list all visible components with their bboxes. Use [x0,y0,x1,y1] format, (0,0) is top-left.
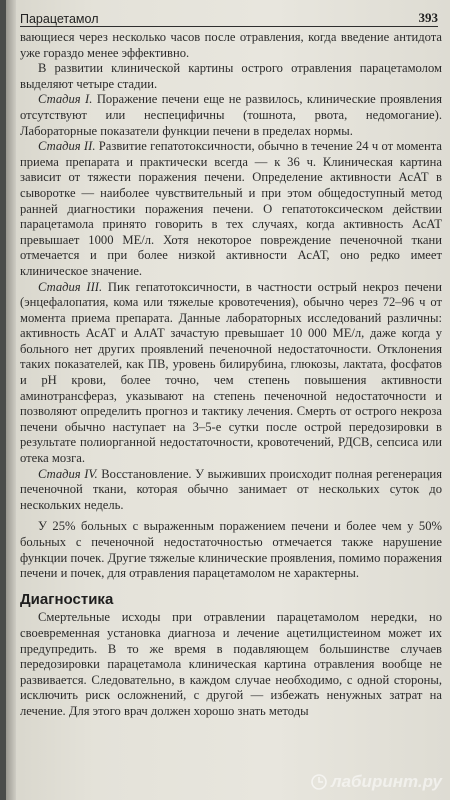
stage-3-text: Пик гепатотоксичности, в частности острый некроз печени (энцефалопатия, кома или тяжелые кровотечения), обычно через 72–96 ч от момента приема препарата. Данные лабораторных исследований различны: активность АсАТ и АлАТ зачастую превышает 10 000 МЕ/л, даже когда у больного нет других проявлений печеночной недостаточности. Отклонения таких показателей, как ПВ, уровень билирубина, глюкозы, лактата, фосфатов и pH крови, более точно, чем степень повышения активности аминотрансфераз, указывают на степень печеночной недостаточности и позволяют определить прогноз и тактику лечения. Смерть от острого некроза печени обычно наступает на 3–5-е сутки после острой передозировки в результате полиорганной недостаточности, кровотечений, РДСВ, сепсиса или отека мозга. [20,279,442,466]
watermark-text: лабиринт.ру [331,772,442,791]
stage-4-label: Стадия IV. [38,466,98,481]
paragraph-stage-2 [20,139,442,279]
stage-1-text: Поражение печени еще не развилось, клинические проявления отсутствуют или неспецифичны (тошнота, рвота, недомогание). Лабораторные показатели функции печени в пределах нормы. [20,92,442,138]
watermark [311,772,442,792]
running-title: Парацетамол [20,12,99,26]
stage-2-label: Стадия II. [38,139,96,154]
paragraph-continuation: вающиеся через несколько часов после отравления, когда введение антидота уже гораздо менее эффективно. [20,30,442,60]
paragraph-stages-intro: В развитии клинической картины острого отравления парацетамолом выделяют четыре стадии. [20,61,442,91]
stage-3-label: Стадия III. [38,279,103,294]
paragraph-stage-3 [20,280,442,467]
stage-4-text: Восстановление. У выживших происходит полная регенерация печеночной ткани, которая обычно занимает от нескольких суток до нескольких недель. [20,466,442,512]
book-page [6,0,450,800]
paragraph-diagnostics: Смертельные исходы при отравлении парацетамолом нередки, но своевременная установка диагноза и лечение ацетилцистеином может их предупредить. В то же время в подавляющем большинстве случаев передозировки парацетамола клиническая картина отравления вообще не развивается. Следовательно, в каждом случае необходимо, с одной стороны, исключить риск осложнений, с другой — избежать ненужных затрат на лечение. Для этого врач должен хорошо знать методы [20,610,442,718]
running-header [20,6,438,27]
page-gutter-shadow [6,0,16,800]
section-heading-diagnostics: Диагностика [20,590,114,608]
labirint-logo-icon [311,774,327,790]
stage-2-text: Развитие гепатотоксичности, обычно в течение 24 ч от момента приема препарата и практически всегда — к 36 ч. Клиническая картина зависит от тяжести поражения печени. Определение активности АсАТ в сыворотке — наиболее чувствительный и при этом общедоступный метод ранней диагностики поражения печени. О гепатотоксическом действии парацетамола принято говорить в тех случаях, когда активность АсАТ превышает 1000 МЕ/л. Хотя некоторое повреждение печеночной ткани отмечается и при более низкой активности АсАТ, оно редко имеет клиническое значение. [20,139,442,278]
page-body [20,30,442,720]
paragraph-stage-1 [20,92,442,139]
page-number: 393 [418,10,438,25]
paragraph-stage-4 [20,467,442,514]
stage-1-label: Стадия I. [38,92,93,107]
paragraph-kidney: У 25% больных с выраженным поражением печени и более чем у 50% больных с печеночной недостаточностью отмечается также нарушение функции почек. Другие тяжелые клинические проявления, помимо поражения печени и почек, для отравления парацетамолом не характерны. [20,519,442,581]
